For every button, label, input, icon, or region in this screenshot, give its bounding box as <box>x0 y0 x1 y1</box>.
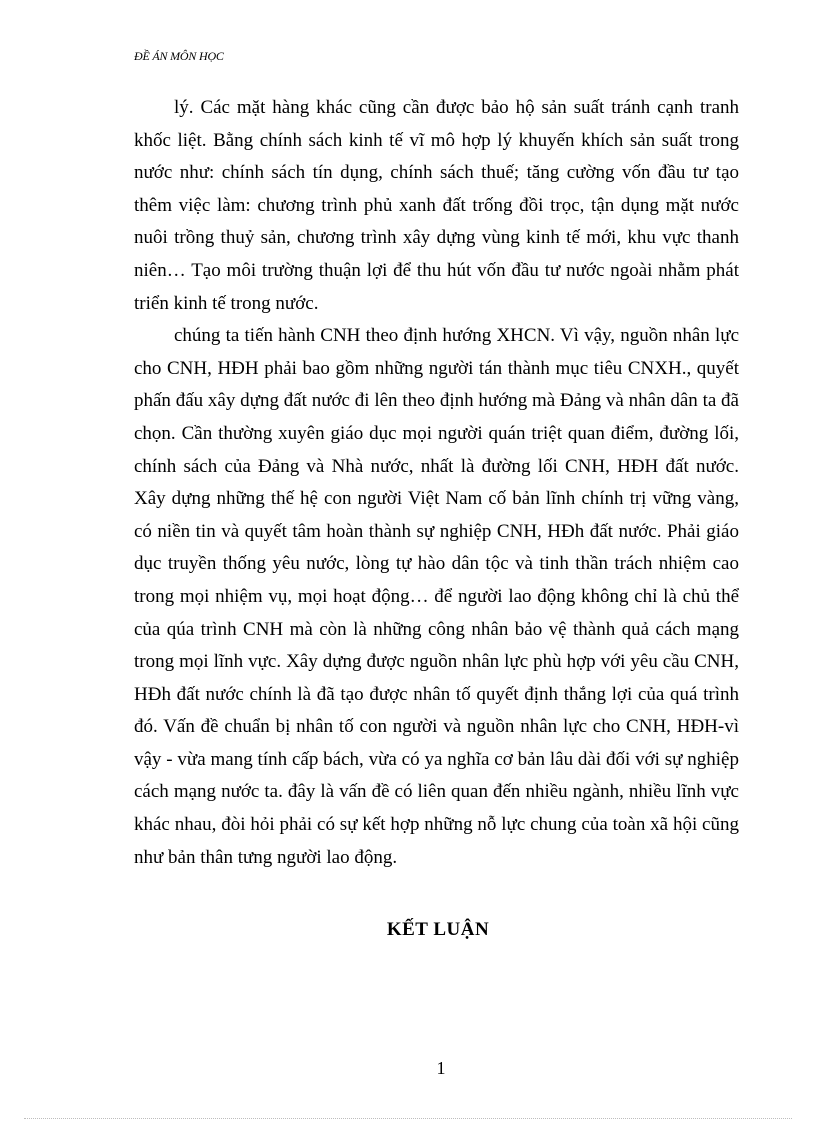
paragraph-1: lý. Các mặt hàng khác cũng cần được bảo hộ sản suất tránh cạnh tranh khốc liệt. Bằng chính sách kinh tế vĩ mô hợp lý khuyến khích sản suất trong nước như: chính sách tín dụng, chính sách thuế; tăng cường vốn đầu tư tạo thêm việc làm: chương trình phủ xanh đất trống đồi trọc, tận dụng mặt nước nuôi trồng thuỷ sản, chương trình xây dựng vùng kinh tế mới, khu vực thanh niên… Tạo môi trường thuận lợi để thu hút vốn đầu tư nước ngoài nhằm phát triển kinh tế trong nước. <box>134 97 739 314</box>
page-number: 1 <box>436 1058 446 1078</box>
page-bottom-divider <box>24 1118 792 1119</box>
paragraph-2: chúng ta tiến hành CNH theo định hướng XHCN. Vì vậy, nguồn nhân lực cho CNH, HĐH phải bao gồm những người tán thành mục tiêu CNXH., quyết phấn đấu xây dựng đất nước đi lên theo định hướng mà Đảng và nhân dân ta đã chọn. Cần thường xuyên giáo dục mọi người quán triệt quan điểm, đường lối, chính sách của Đảng và Nhà nước, nhất là đường lối CNH, HĐH đất nước. Xây dựng những thế hệ con người Việt Nam cố bản lĩnh chính trị vững vàng, có niền tin và quyết tâm hoàn thành sự nghiệp CNH, HĐh đất nước. Phải giáo dục truyền thống yêu nước, lòng tự hào dân tộc và tinh thần trách nhiệm cao trong mọi nhiệm vụ, mọi hoạt động… để người lao động không chỉ là chủ thể của qúa trình CNH mà còn là những công nhân bảo vệ thành quả cách mạng trong mọi lĩnh vực. Xây dựng được nguồn nhân lực phù hợp với yêu cầu CNH, HĐh đất nước chính là đã tạo được nhân tố quyết định thắng lợi của quá trình đó. Vấn đề chuẩn bị nhân tố con người và nguồn nhân lực cho CNH, HĐH-vì vậy - vừa mang tính cấp bách, vừa có ya nghĩa cơ bản lâu dài đối với sự nghiệp cách mạng nước ta. đây là vấn đề có liên quan đến nhiều ngành, nhiều lĩnh vực khác nhau, đòi hỏi phải có sự kết hợp những nỗ lực chung của toàn xã hội cũng như bản thân tưng người lao động. <box>134 325 739 868</box>
running-header: ĐỀ ÁN MÔN HỌC <box>134 49 224 63</box>
section-heading-conclusion: KẾT LUẬN <box>386 919 490 940</box>
document-body <box>134 92 739 874</box>
